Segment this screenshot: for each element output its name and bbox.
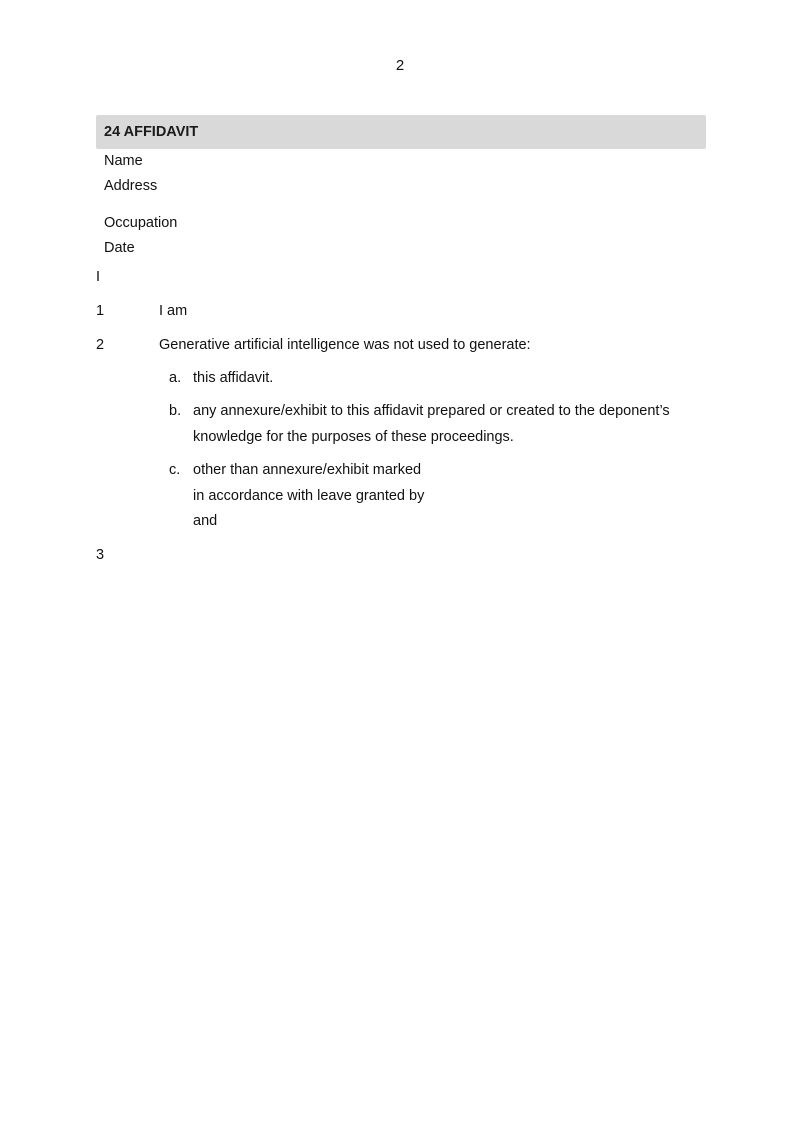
sub-item-text: and [193,513,218,529]
sub-item-text: knowledge for the purposes of these proceedings. [193,429,514,445]
sub-item-text: other than annexure/exhibit marked [193,462,422,478]
sub-item-letter: a. [169,370,182,386]
paragraph-number: 2 [96,337,105,353]
field-address-label: Address [104,178,158,194]
paragraph-number: 3 [96,547,105,563]
page-number: 2 [395,57,405,74]
sub-item-text: this affidavit. [193,370,274,386]
sub-item-letter: b. [169,403,182,419]
field-occupation-label: Occupation [104,215,178,231]
section-title: 24 AFFIDAVIT [104,124,199,140]
paragraph-text: I am [159,303,188,319]
sub-item-letter: c. [169,462,181,478]
field-date-label: Date [104,240,135,256]
field-name-label: Name [104,153,143,169]
paragraph-number: 1 [96,303,105,319]
sub-item-text: in accordance with leave granted by [193,488,425,504]
paragraph-text: Generative artificial intelligence was not used to generate: [159,337,531,353]
section-heading [96,115,706,149]
deponent-intro: I [96,269,101,285]
sub-item-text: any annexure/exhibit to this affidavit prepared or created to the deponent’s [193,403,670,419]
